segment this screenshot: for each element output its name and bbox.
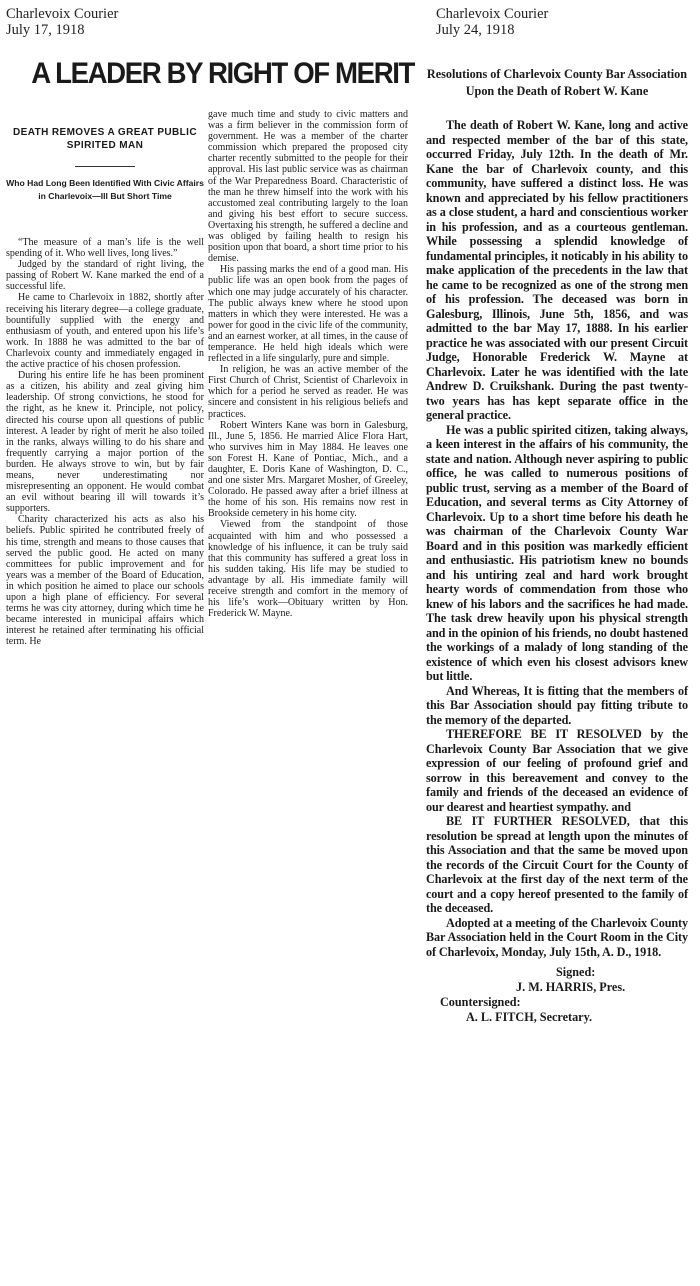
publication-date: July 24, 1918 <box>436 22 515 38</box>
resolutions-body <box>426 118 688 959</box>
paper-name: Charlevoix Courier <box>436 6 549 22</box>
paper-name: Charlevoix Courier <box>6 6 119 22</box>
paragraph: gave much time and study to civic matters and was a firm believer in the commission form of government. He was a member of the charter commission which prepared the proposed city charter recently submitted to the people for their approval. His last public service was as chairman of the War Preparedness Board. Characteristic of the man he threw himself into the work with his accustomed zeal contributing largely to the loan and giving his best effort to secure success. Overtaxing his strength, he suffered a decline and was obliged by failing health to resign his position upon that board, a short time prior to his demise. <box>208 109 408 265</box>
paragraph: Adopted at a meeting of the Charlevoix County Bar Association held in the Court Room in the City of Charlevoix, Monday, July 15th, A. D., 1918. <box>426 915 688 959</box>
deck-secondary: Who Had Long Been Identified With Civic Affairs in Charlevoix—Ill But Short Time <box>6 178 204 201</box>
column-1 <box>6 126 204 647</box>
paragraph: And Whereas, It is fitting that the members of this Bar Association should pay fitting tribute to the memory of the departed. <box>426 683 688 727</box>
paragraph: “The measure of a man’s life is the well spending of it. Who well lives, long lives.” <box>6 237 204 260</box>
paragraph: Viewed from the standpoint of those acquainted with him and who possessed a knowledge of his influence, it can be truly said that this community has suffered a great loss in his sudden taking. His life may be studied to advantage by all. His immediate family will receive strength and comfort in the memory of his life’s work—Obituary written by Hon. Frederick W. Mayne. <box>208 519 408 620</box>
publication-date: July 17, 1918 <box>6 22 85 38</box>
headline: A LEADER BY RIGHT OF MERIT <box>31 57 415 90</box>
paragraph: The death of Robert W. Kane, long and active and respected member of the bar of this state, occurred Friday, July 12th. In the death of Mr. Kane the bar of Charlevoix county, and this community, have suffered a distinct loss. He was known and appreciated by his fellow practitioners as a close student, a hard and conscientious worker in his profession, and as a courteous gentleman. While possessing a splendid knowledge of fundamental principles, it noticably in his ability to make application of the precedents in the law that he came to be recognized as one of the strong men of his profession. The deceased was born in Galesburg, Illinois, June 5th, 1856, and was admitted to the bar May 17, 1888. In his earlier practice he was associated with our present Circuit Judge, Honorable Frederick W. Mayne at Charlevoix. Later he was identified with the late Andrew D. Cruikshank. During the past twenty-two years has has kept separate office in the general practice. <box>426 118 688 422</box>
paragraph: THEREFORE BE IT RESOLVED by the Charlevoix County Bar Association that we give expression of our feeling of profound grief and sorrow in this bereavement and convey to the family and friends of the deceased an evidence of our dearest and heartiest sympathy. and <box>426 727 688 814</box>
obituary-clipping <box>6 56 415 876</box>
countersigner: A. L. FITCH, Secretary. <box>466 1010 593 1024</box>
countersigned-label: Countersigned: <box>440 995 521 1009</box>
paragraph: In religion, he was an active member of the First Church of Christ, Scientist of Charlevoix in which for a period he served as reader. He was sincere and consistent in his religious beliefs and practices. <box>208 364 408 420</box>
signed-label: Signed: <box>556 965 596 979</box>
signer: J. M. HARRIS, Pres. <box>516 980 626 994</box>
paragraph: BE IT FURTHER RESOLVED, that this resolution be spread at length upon the minutes of this Association and that the same be moved upon the records of the Circuit Court for the County of Charlevoix at the first day of the next term of the court and a copy hereof presented to the family of the deceased. <box>426 814 688 915</box>
masthead-left <box>6 6 118 38</box>
paragraph: Robert Winters Kane was born in Galesburg, Ill., June 5, 1856. He married Alice Flora Hart, who survives him in May 1884. He leaves one son Forest H. Kane of Pontiac, Mich., and a daughter, E. Doris Kane of Washington, D. C., and one sister Mrs. Margaret Mosher, of Greeley, Colorado. He passed away after a brief illness at the home of his son. His remains now rest in Brookside cemetery in his home city. <box>208 419 408 520</box>
paragraph: During his entire life he has been prominent as a citizen, his ability and zeal giving him leadership. Of strong convictions, he stood for the right, as he knew it. Principle, not policy, directed his course upon all questions of public interest. A leader by right of merit he also toiled in the ranks, always willing to do his share and frequently carrying a major portion of the burden. He always strove to win, but by fair means, never underestimating nor misrepresenting an opponent. He would combat an evil without bearing ill will towards it’s supporters. <box>6 370 204 515</box>
column-2 <box>208 109 408 619</box>
divider <box>75 166 135 167</box>
paragraph: Charity characterized his acts as also his beliefs. Public spirited he contributed freely of his time, strength and means to those causes that served the public good. He acted on many committees for public improvement and for years was a member of the Board of Education, in which position he aimed to place our schools upon a high plane of efficiency. For several terms he was city attorney, during which time he became interested in municipal affairs which interest he retained after terminating his official term. He <box>6 514 204 648</box>
deck-primary: DEATH REMOVES A GREAT PUBLIC SPIRITED MAN <box>13 127 197 151</box>
paragraph: He was a public spirited citizen, taking always, a keen interest in the affairs of his community, the state and nation. Although never aspiring to public office, he was called to numerous positions of public trust, serving as a member of the Board of Education, and several terms as City Attorney of Charlevoix. Up to a short time before his death he was chairman of the Charlevoix County War Board and in this position was markedly efficient and enthusiastic. His patriotism knew no bounds and his untiring zeal and hard work brought hearty words of commendation from those who knew of his labors and the sacrifices he had made. The task drew heavily upon his physical strength and in the opinion of his friends, no doubt hastened the workings of a malady of long standing of the existence of which even his closest advisors knew but little. <box>426 422 688 683</box>
masthead-right <box>436 6 548 38</box>
signature-block <box>426 965 688 1025</box>
paragraph: He came to Charlevoix in 1882, shortly after receiving his literary degree—a college graduate, bountifully supplied with the energy and enthusiasm of youth, and entered upon his life’s work. In 1888 he was admitted to the bar of Charlevoix county and immediately engaged in the active practice of his chosen profession. <box>6 292 204 371</box>
resolutions-clipping <box>426 66 688 1256</box>
resolutions-title: Resolutions of Charlevoix County Bar Association Upon the Death of Robert W. Kane <box>426 67 688 98</box>
paragraph: His passing marks the end of a good man. His public life was an open book from the pages of which one may judge accurately of his character. The public always knew where he stood upon matters in which they were interested. He was a power for good in the civic life of the community, and an earnest worker, at all times, in the cause of temperance. He held high ideals which were reflected in a life singularly, pure and simple. <box>208 264 408 365</box>
paragraph: Judged by the standard of right living, the passing of Robert W. Kane marked the end of a successful life. <box>6 259 204 293</box>
